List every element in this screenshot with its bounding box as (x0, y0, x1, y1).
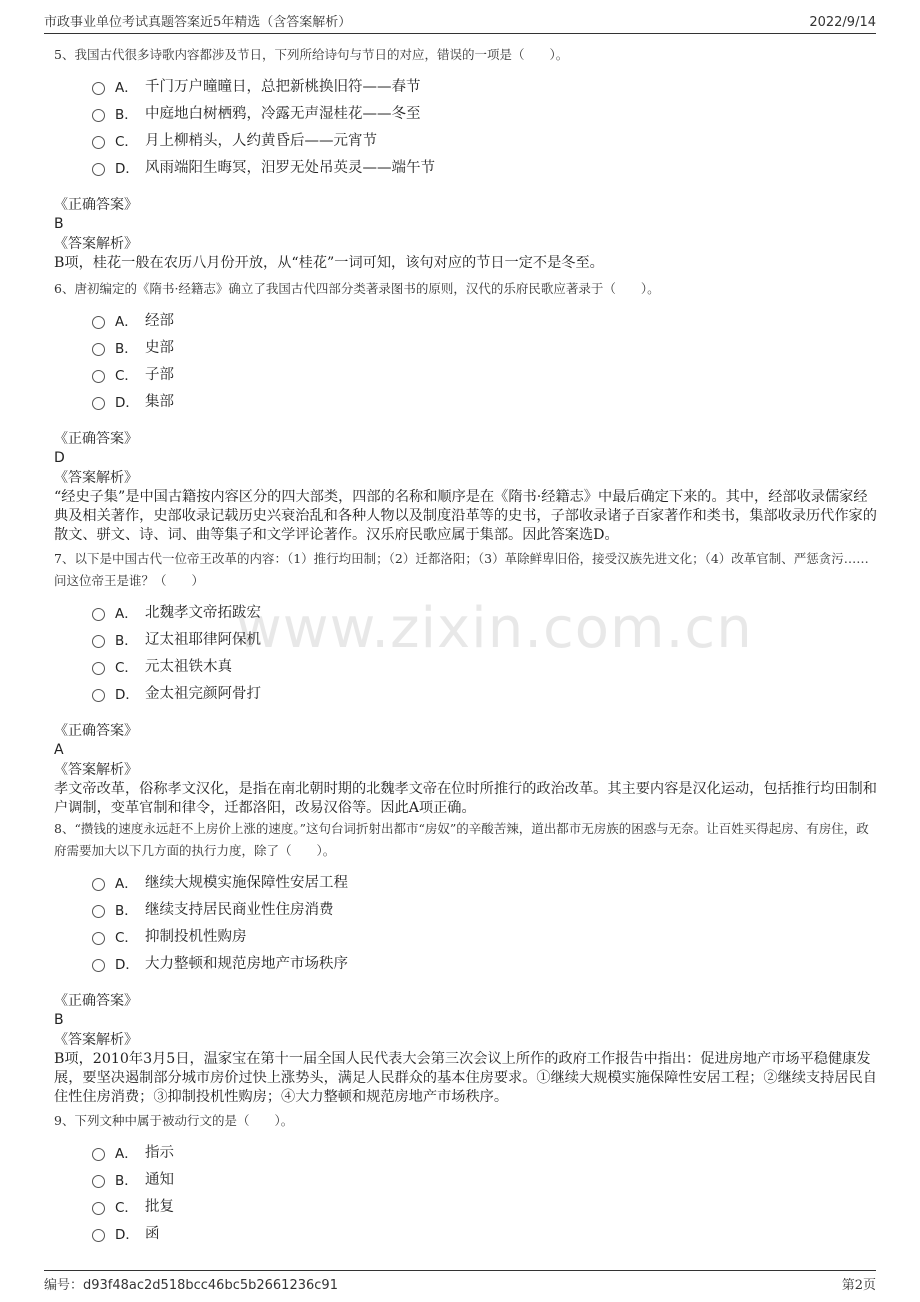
document-date: 2022/9/14 (809, 15, 876, 30)
option-d[interactable]: D． 集部 (92, 387, 880, 414)
option-a[interactable]: A． 经部 (92, 306, 880, 333)
question-9 (54, 1110, 880, 1246)
option-a[interactable]: A． 北魏孝文帝拓跋宏 (92, 598, 880, 625)
radio-icon[interactable] (92, 1229, 105, 1242)
radio-icon[interactable] (92, 635, 105, 648)
option-d[interactable]: D． 风雨端阳生晦冥，汨罗无处吊英灵——端午节 (92, 153, 880, 180)
radio-icon[interactable] (92, 662, 105, 675)
analysis-label: 《答案解析》 (54, 236, 138, 252)
correct-answer-label: 《正确答案》 (54, 197, 138, 213)
option-b[interactable]: B． 中庭地白树栖鸦，冷露无声湿桂花——冬至 (92, 99, 880, 126)
radio-icon[interactable] (92, 1175, 105, 1188)
answer-block (54, 196, 880, 273)
radio-icon[interactable] (92, 163, 105, 176)
radio-icon[interactable] (92, 109, 105, 122)
radio-icon[interactable] (92, 959, 105, 972)
radio-icon[interactable] (92, 397, 105, 410)
analysis-text: B项，桂花一般在农历八月份开放，从“桂花”一词可知，该句对应的节日一定不是冬至。 (54, 255, 604, 271)
page-number: 第2页 (841, 1278, 876, 1293)
radio-icon[interactable] (92, 316, 105, 329)
radio-icon[interactable] (92, 932, 105, 945)
analysis-text: B项，2010年3月5日，温家宝在第十一届全国人民代表大会第三次会议上所作的政府工作报告中指出：促进房地产市场平稳健康发展，要坚决遏制部分城市房价过快上涨势头，满足人民群众的基本住房要求。①继续大规模实施保障性安居工程；②继续支持居民自住性住房消费；③抑制投机性购房；④大力整顿和规范房地产市场秩序。 (54, 1051, 877, 1105)
radio-icon[interactable] (92, 136, 105, 149)
radio-icon[interactable] (92, 1202, 105, 1215)
radio-icon[interactable] (92, 878, 105, 891)
option-c[interactable]: C． 月上柳梢头，人约黄昏后——元宵节 (92, 126, 880, 153)
options-list (92, 868, 880, 976)
analysis-text: 孝文帝改革，俗称孝文汉化，是指在南北朝时期的北魏孝文帝在位时所推行的政治改革。其主要内容是汉化运动，包括推行均田制和户调制，变革官制和律令，迁都洛阳，改易汉俗等。因此A项正确。 (54, 781, 877, 816)
page-footer (44, 1270, 876, 1294)
options-list (92, 598, 880, 706)
radio-icon[interactable] (92, 1148, 105, 1161)
radio-icon[interactable] (92, 82, 105, 95)
option-c[interactable]: C． 元太祖铁木真 (92, 652, 880, 679)
correct-answer-label: 《正确答案》 (54, 431, 138, 447)
option-b[interactable]: B． 继续支持居民商业性住房消费 (92, 895, 880, 922)
analysis-label: 《答案解析》 (54, 470, 138, 486)
question-stem: 7、以下是中国古代一位帝王改革的内容：（1）推行均田制；（2）迁都洛阳；（3）革除鲜卑旧俗，接受汉族先进文化；（4）改革官制、严惩贪污……问这位帝王是谁？（ ） (54, 551, 869, 588)
correct-answer: D (54, 450, 65, 466)
question-stem: 6、唐初编定的《隋书·经籍志》确立了我国古代四部分类著录图书的原则，汉代的乐府民歌应著录于（ ）。 (54, 281, 660, 296)
analysis-label: 《答案解析》 (54, 762, 138, 778)
watermark: www.zixin.com.cn (236, 596, 753, 661)
radio-icon[interactable] (92, 343, 105, 356)
option-b[interactable]: B． 通知 (92, 1165, 880, 1192)
question-stem: 8、“攒钱的速度永远赶不上房价上涨的速度。”这句台词折射出都市“房奴”的辛酸苦辣，道出都市无房族的困惑与无奈。让百姓买得起房、有房住，政府需要加大以下几方面的执行力度，除了（ ）。 (54, 821, 869, 858)
correct-answer: B (54, 1012, 64, 1028)
document-code: 编号：d93f48ac2d518bcc46bc5b2661236c91 (44, 1278, 338, 1293)
answer-block (54, 992, 880, 1107)
option-c[interactable]: C． 批复 (92, 1192, 880, 1219)
correct-answer-label: 《正确答案》 (54, 723, 138, 739)
options-list (92, 1138, 880, 1246)
document-title: 市政事业单位考试真题答案近5年精选（含答案解析） (44, 15, 352, 30)
question-6 (54, 278, 880, 545)
analysis-label: 《答案解析》 (54, 1032, 138, 1048)
option-d[interactable]: D． 金太祖完颜阿骨打 (92, 679, 880, 706)
option-a[interactable]: A． 千门万户曈曈日，总把新桃换旧符——春节 (92, 72, 880, 99)
option-b[interactable]: B． 辽太祖耶律阿保机 (92, 625, 880, 652)
question-stem: 5、我国古代很多诗歌内容都涉及节日，下列所给诗句与节日的对应，错误的一项是（ ）。 (54, 47, 569, 62)
answer-block (54, 430, 880, 545)
analysis-text: “经史子集”是中国古籍按内容区分的四大部类，四部的名称和顺序是在《隋书·经籍志》中最后确定下来的。其中，经部收录儒家经典及相关著作，史部收录记载历史兴衰治乱和各种人物以及制度沿革等的史书，子部收录诸子百家著作和类书，集部收录历代作家的散文、骈文、诗、词、曲等集子和文学评论著作。汉乐府民歌应属于集部。因此答案选D。 (54, 489, 877, 543)
correct-answer: A (54, 742, 64, 758)
answer-block (54, 722, 880, 818)
radio-icon[interactable] (92, 689, 105, 702)
correct-answer-label: 《正确答案》 (54, 993, 138, 1009)
options-list (92, 306, 880, 414)
question-8 (54, 818, 880, 1107)
option-d[interactable]: D． 函 (92, 1219, 880, 1246)
option-a[interactable]: A． 指示 (92, 1138, 880, 1165)
option-b[interactable]: B． 史部 (92, 333, 880, 360)
correct-answer: B (54, 216, 64, 232)
question-stem: 9、下列文种中属于被动行文的是（ ）。 (54, 1113, 294, 1128)
question-7 (54, 548, 880, 818)
options-list (92, 72, 880, 180)
question-5 (54, 44, 880, 273)
radio-icon[interactable] (92, 905, 105, 918)
option-c[interactable]: C． 抑制投机性购房 (92, 922, 880, 949)
page-header (44, 10, 876, 34)
option-a[interactable]: A． 继续大规模实施保障性安居工程 (92, 868, 880, 895)
option-d[interactable]: D． 大力整顿和规范房地产市场秩序 (92, 949, 880, 976)
option-c[interactable]: C． 子部 (92, 360, 880, 387)
radio-icon[interactable] (92, 608, 105, 621)
radio-icon[interactable] (92, 370, 105, 383)
